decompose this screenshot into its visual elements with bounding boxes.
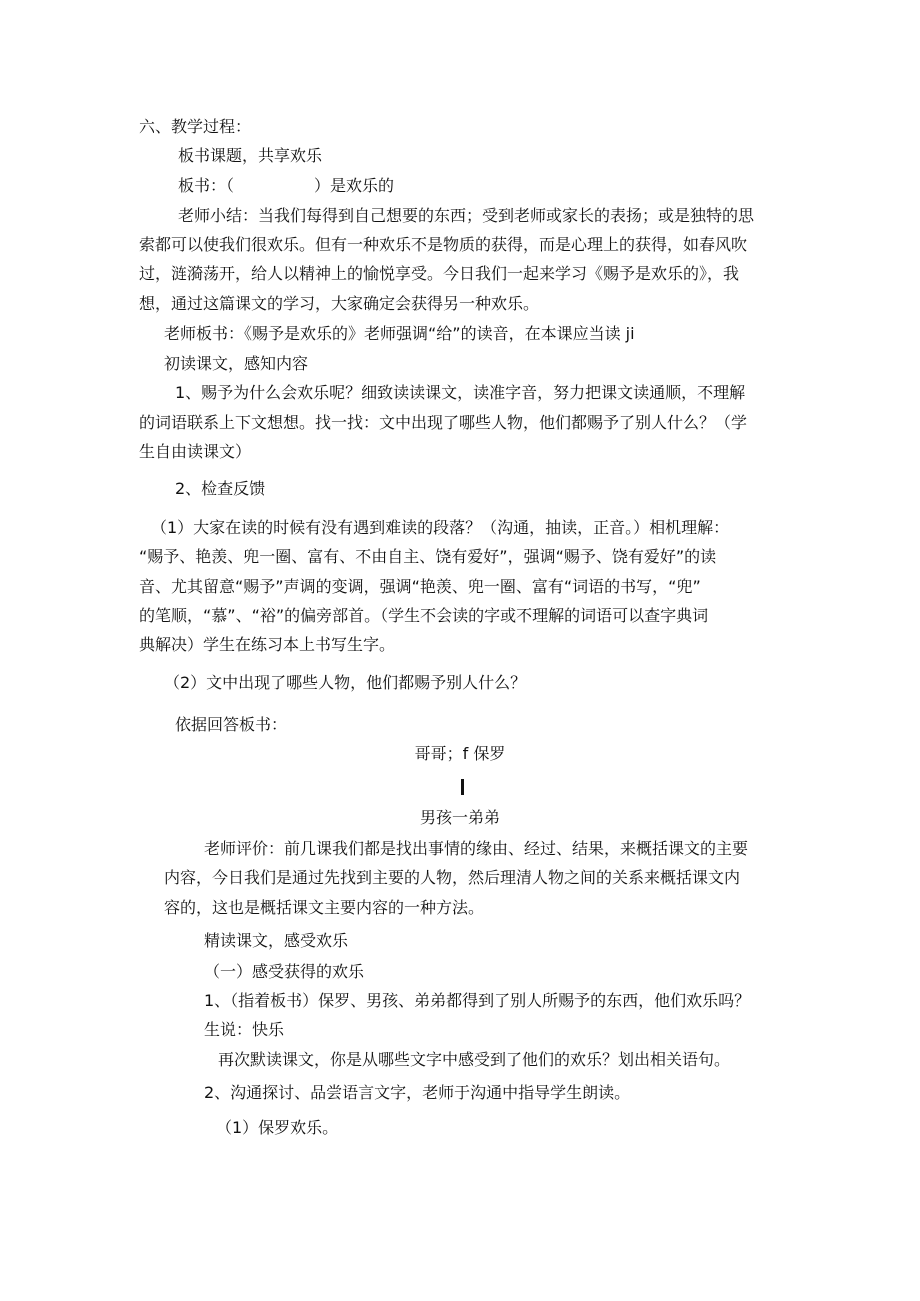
first-read-line: 初读课文，感知内容 (164, 354, 309, 373)
blackboard-fill-line: 板书：（ ）是欢乐的 (178, 176, 395, 195)
evaluation-line-2: 内容，今日我们是通过先找到主要的人物，然后理清人物之间的关系来概括课文内 (164, 868, 741, 887)
student-says-line: 生说：快乐 (204, 1020, 285, 1039)
sub1-line-3: 音、尤其留意“赐予”声调的变调，强调“艳羡、兜一圈、富有“词语的书写，“兜” (139, 577, 701, 596)
intensive-read-line: 精读课文，感受欢乐 (204, 931, 349, 950)
question-1-line-2: 的词语联系上下文想想。找一找：文中出现了哪些人物，他们都赐予了别人什么？（学 (139, 413, 748, 432)
sub1-line-1: （1）大家在读的时候有没有遇到难读的段落？（沟通，抽读，正音。）相机理解： (151, 518, 730, 537)
paul-happy-line: （1）保罗欢乐。 (216, 1118, 339, 1137)
section-heading: 六、教学过程： (139, 117, 252, 136)
section-one-line: （一）感受获得的欢乐 (204, 962, 365, 981)
point-question-line: 1、（指着板书）保罗、男孩、弟弟都得到了别人所赐予的东西，他们欢乐吗？ (204, 991, 751, 1010)
board-by-answer-line: 依据回答板书： (175, 715, 288, 734)
diagram-top-label: 哥哥；f 保罗 (414, 744, 506, 763)
summary-line-3: 过，涟漪荡开，给人以精神上的愉悦享受。今日我们一起来学习《赐予是欢乐的》，我 (139, 264, 740, 283)
sub1-line-4: 的笔顺，“慕”、“裕”的偏旁部首。（学生不会读的字或不理解的词语可以查字典词 (139, 606, 709, 625)
summary-line-2: 索都可以使我们很欢乐。但有一种欢乐不是物质的获得，而是心理上的获得，如春风吹 (139, 235, 748, 254)
question-1-line-1: 1、赐予为什么会欢乐呢？细致读读课文，读准字音，努力把课文读通顺，不理解 (175, 383, 746, 402)
summary-line-1: 老师小结：当我们每得到自己想要的东西；受到老师或家长的表扬；或是独特的思 (178, 206, 755, 225)
evaluation-line-3: 容的，这也是概括课文主要内容的一种方法。 (164, 898, 485, 917)
check-feedback-line: 2、检查反馈 (175, 479, 266, 498)
blackboard-title-line: 板书课题，共享欢乐 (178, 146, 323, 165)
evaluation-line-1: 老师评价：前几课我们都是找出事情的缘由、经过、结果，来概括课文的主要 (204, 839, 749, 858)
question-1-line-3: 生自由读课文） (139, 442, 252, 461)
discuss-line: 2、沟通探讨、品尝语言文字，老师于沟通中指导学生朗读。 (204, 1083, 631, 1102)
reread-line: 再次默读课文，你是从哪些文字中感受到了他们的欢乐？划出相关语句。 (218, 1050, 731, 1069)
sub1-line-5: 典解决）学生在练习本上书写生字。 (139, 635, 396, 654)
sub2-line: （2）文中出现了哪些人物，他们都赐予别人什么？ (164, 673, 527, 692)
diagram-bottom-label: 男孩一弟弟 (419, 808, 500, 827)
sub1-line-2: “赐予、艳羡、兜一圈、富有、不由自主、饶有爱好”，强调“赐予、饶有爱好”的读 (139, 547, 717, 566)
teacher-board-line: 老师板书：《赐予是欢乐的》老师强调“给”的读音，在本课应当读 ji (164, 324, 635, 343)
summary-line-4: 想，通过这篇课文的学习，大家确定会获得另一种欢乐。 (139, 294, 540, 313)
diagram-vertical-bar (461, 779, 464, 795)
